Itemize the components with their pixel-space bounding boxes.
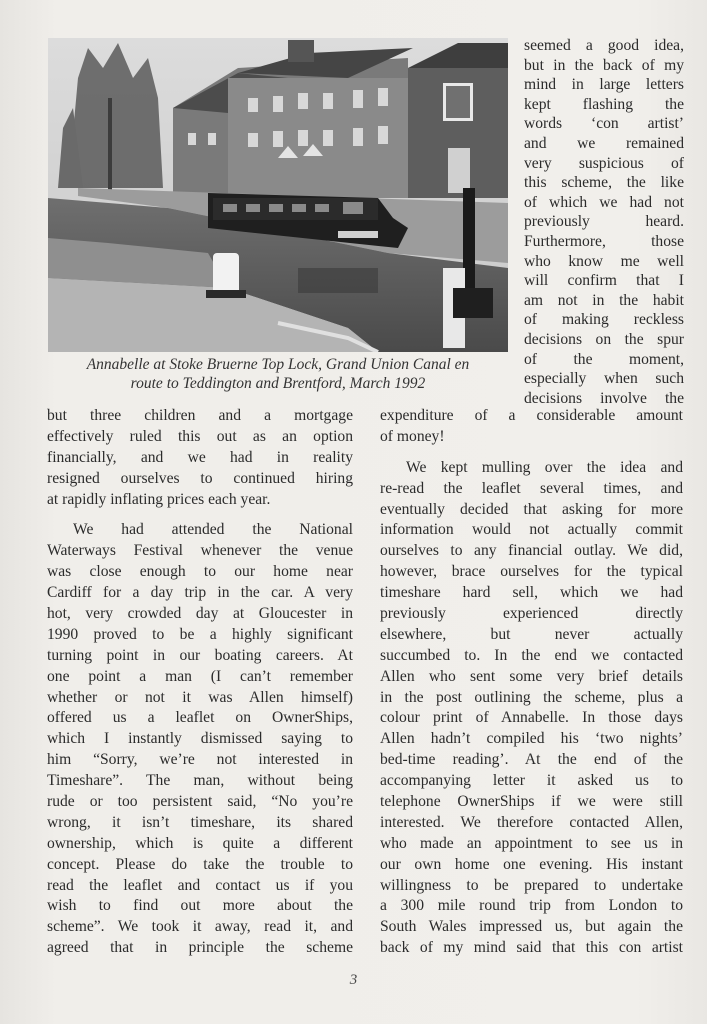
- text-line: interested. We therefore contacted Allen,: [380, 813, 683, 831]
- paragraph-gap: [47, 510, 353, 520]
- text-line: at rapidly inflating prices each year.: [47, 490, 271, 508]
- text-line: of the moment,: [524, 350, 684, 368]
- text-line: scheme”. We took it away, read it, and: [47, 918, 353, 936]
- right-column-wrap-text: [524, 36, 684, 408]
- page-number: 3: [349, 972, 358, 988]
- text-line: concept. Please do take the trouble to: [47, 855, 353, 873]
- caption-line: route to Teddington and Brentford, March 1992: [130, 375, 426, 392]
- text-line: will confirm that I: [524, 272, 684, 290]
- text-line: eventually decided that asking for more: [380, 500, 683, 518]
- text-line: We had attended the National: [73, 521, 353, 539]
- caption-line: Annabelle at Stoke Bruerne Top Lock, Grand Union Canal en: [86, 356, 470, 373]
- left-column: [47, 406, 353, 959]
- text-line: South Wales impressed us, but again the: [380, 918, 683, 936]
- text-line: ownership, which is quite a different: [47, 834, 353, 852]
- text-line: telephone OwnerShips if we were still: [380, 793, 683, 811]
- text-line: timeshare hard sell, which we had: [380, 584, 683, 602]
- text-line: Furthermore, those: [524, 232, 684, 250]
- text-line: wrong, it isn’t timeshare, its shared: [47, 813, 353, 831]
- text-line: especially when such: [524, 370, 684, 388]
- text-line: seemed a good idea,: [524, 37, 684, 54]
- photo-caption: [48, 355, 508, 393]
- text-line: of which we had not: [524, 193, 684, 211]
- text-line: one point a man (I can’t remember: [47, 667, 353, 685]
- text-line: words ‘con artist’: [524, 115, 684, 133]
- text-line: which I instantly dismissed saying to: [47, 730, 353, 748]
- canal-photo-illustration: [48, 38, 508, 352]
- text-line: bed-time reading’. At the end of the: [380, 751, 683, 769]
- text-line: in the post outlining the scheme, plus a: [380, 688, 683, 706]
- text-line: decisions on the spur: [524, 330, 684, 348]
- text-line: a 300 mile round trip from London to: [380, 897, 683, 915]
- text-line: wish to find out more about the: [47, 897, 353, 915]
- text-line: information would not actually commit: [380, 521, 683, 539]
- text-line: and we remained: [524, 134, 684, 152]
- text-line: back of my mind said that this con artist: [380, 939, 683, 957]
- paragraph: [380, 406, 683, 448]
- text-line: very suspicious of: [524, 154, 684, 172]
- text-line: accompanying letter it asked us to: [380, 772, 683, 790]
- text-line: decisions involve the: [524, 389, 684, 407]
- text-line: Cardiff for a day trip in the car. A very: [47, 584, 353, 602]
- text-line: effectively ruled this out as an option: [47, 427, 353, 445]
- text-line: succumbed to. In the end we contacted: [380, 646, 683, 664]
- paragraph: [380, 458, 683, 959]
- text-line: but three children and a mortgage: [47, 407, 353, 424]
- paragraph: [47, 406, 353, 510]
- text-line: who know me well: [524, 252, 684, 270]
- text-line: however, brace ourselves for the typical: [380, 563, 683, 581]
- text-line: mind in large letters: [524, 76, 684, 94]
- paragraph: [47, 520, 353, 959]
- text-line: this scheme, the like: [524, 174, 684, 192]
- text-line: offered us a leaflet on OwnerShips,: [47, 709, 353, 727]
- text-line: rude or too persistent said, “No you’re: [47, 793, 353, 811]
- text-line: who made an appointment to see us in: [380, 834, 683, 852]
- text-line: of making reckless: [524, 311, 684, 329]
- text-line: resigned ourselves to continued hiring: [47, 469, 353, 487]
- text-line: Allen who sent some very brief details: [380, 667, 683, 685]
- text-line: re-read the leaflet several times, and: [380, 479, 683, 497]
- text-line: colour print of Annabelle. In those days: [380, 709, 683, 727]
- text-line: him “Sorry, we’re not interested in: [47, 751, 353, 769]
- canal-photo: [48, 38, 508, 352]
- text-line: ourselves to any financial outlay. We did,: [380, 542, 683, 560]
- text-line: elsewhere, but never actually: [380, 625, 683, 643]
- text-line: willingness to be prepared to undertake: [380, 876, 683, 894]
- text-line: financially, and we had in reality: [47, 448, 353, 466]
- text-line: expenditure of a considerable amount: [380, 407, 683, 424]
- text-line: our own home one evening. His instant: [380, 855, 683, 873]
- text-line: but in the back of my: [524, 56, 684, 74]
- text-line: kept flashing the: [524, 95, 684, 113]
- text-line: turning point in our boating careers. At: [47, 646, 353, 664]
- text-line: of money!: [380, 427, 445, 445]
- text-line: hot, very crowded day at Gloucester in: [47, 605, 353, 623]
- text-line: whether or not it was Allen himself): [47, 688, 353, 706]
- text-line: We kept mulling over the idea and: [406, 458, 683, 476]
- text-line: Waterways Festival whenever the venue: [47, 542, 353, 560]
- paragraph-gap: [380, 448, 683, 458]
- text-line: read the leaflet and contact us if you: [47, 876, 353, 894]
- text-line: previously heard.: [524, 213, 684, 231]
- text-line: am not in the habit: [524, 291, 684, 309]
- text-line: Timeshare”. The man, without being: [47, 772, 353, 790]
- right-column: [380, 406, 683, 959]
- text-line: 1990 proved to be a highly significant: [47, 625, 353, 643]
- text-line: was close enough to our home near: [47, 563, 353, 581]
- text-line: previously experienced directly: [380, 605, 683, 623]
- text-line: agreed that in principle the scheme: [47, 939, 353, 957]
- text-line: Allen hadn’t compiled his ‘two nights’: [380, 730, 683, 748]
